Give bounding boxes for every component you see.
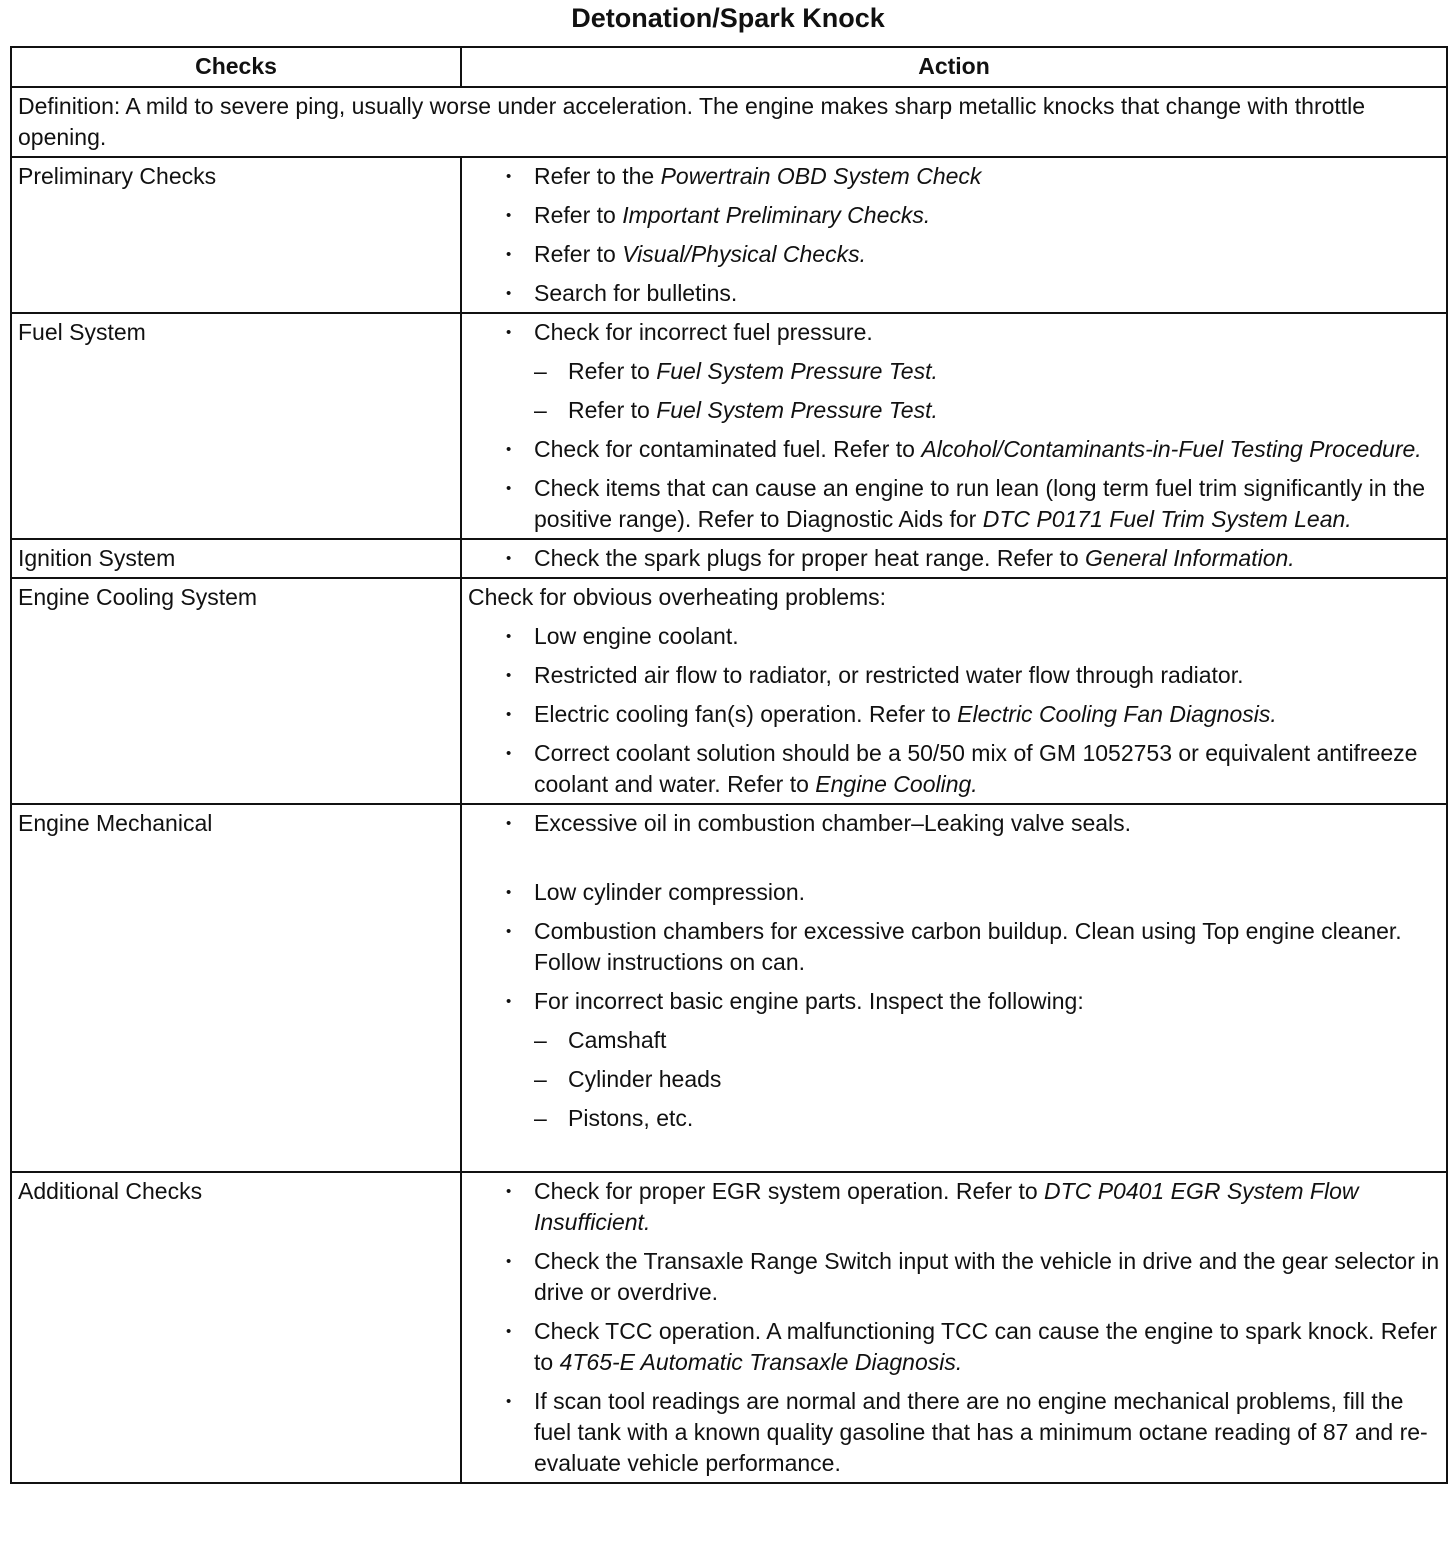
item-text: Check TCC operation. A malfunctioning TCC can cause the engine to spark knock. Refer to [534,1318,1438,1375]
reference-link: Fuel System Pressure Test. [656,358,938,384]
item-text: Excessive oil in combustion chamber–Leaking valve seals. [534,810,1132,836]
list-item [468,1246,1440,1308]
check-label: Engine Cooling System [11,578,461,804]
item-text: Pistons, etc. [568,1105,694,1131]
list-item [468,1386,1440,1479]
page-title: Detonation/Spark Knock [571,3,885,33]
list-item [468,278,1440,309]
item-text: Check for contaminated fuel. Refer to [534,436,922,462]
table-row-ignition [11,539,1447,578]
table-row-additional [11,1172,1447,1483]
table-row-cooling [11,578,1447,804]
list-item [468,317,1440,426]
action-cell [461,804,1447,1172]
item-text: Check the Transaxle Range Switch input with the vehicle in drive and the gear selector in drive or overdrive. [534,1248,1440,1305]
action-cell [461,313,1447,539]
table-row-fuel [11,313,1447,539]
item-text: For incorrect basic engine parts. Inspect the following: [534,988,1084,1014]
item-text: Check for proper EGR system operation. Refer to [534,1178,1045,1204]
reference-link: Alcohol/Contaminants-in-Fuel Testing Procedure. [921,436,1422,462]
sub-list-item [534,356,1440,387]
list-item [468,473,1440,535]
item-text: Refer to the [534,163,661,189]
list-item [468,699,1440,730]
list-item [468,239,1440,270]
item-text: Check for incorrect fuel pressure. [534,319,873,345]
item-text: Refer to [568,397,657,423]
table-row-preliminary [11,157,1447,313]
item-text: Check the spark plugs for proper heat range. Refer to [534,545,1086,571]
item-text: If scan tool readings are normal and there are no engine mechanical problems, fill the fuel tank with a known quality gasoline that has a minimum octane reading of 87 and re-evaluate vehicle performance. [534,1388,1428,1476]
item-text: Search for bulletins. [534,280,738,306]
list-item [468,738,1440,800]
item-text: Low engine coolant. [534,623,739,649]
reference-link: DTC P0171 Fuel Trim System Lean. [982,506,1352,532]
check-label: Fuel System [11,313,461,539]
reference-link: Powertrain OBD System Check [660,163,982,189]
sub-list-item [534,395,1440,426]
action-header: Action [461,47,1447,87]
checks-header: Checks [11,47,461,87]
reference-link: Engine Cooling. [815,771,978,797]
item-text: Refer to [534,202,623,228]
action-intro: Check for obvious overheating problems: [468,584,887,610]
action-cell [461,539,1447,578]
check-label: Ignition System [11,539,461,578]
list-item [468,1316,1440,1378]
reference-link: Visual/Physical Checks. [622,241,866,267]
item-text: Check items that can cause an engine to run lean (long term fuel trim significantly in the positive range). Refer to Diagnostic Aids for [534,475,1426,532]
table-row-mechanical [11,804,1447,1172]
item-text: Restricted air flow to radiator, or restricted water flow through radiator. [534,662,1244,688]
list-item [468,916,1440,978]
item-text: Refer to [568,358,657,384]
definition-cell: Definition: A mild to severe ping, usually worse under acceleration. The engine makes sharp metallic knocks that change with throttle opening. [11,87,1447,157]
sub-list-item [534,1064,1440,1095]
reference-link: General Information. [1085,545,1295,571]
reference-link: 4T65-E Automatic Transaxle Diagnosis. [559,1349,963,1375]
sub-list-item [534,1025,1440,1056]
list-item [468,161,1440,192]
list-item [468,877,1440,908]
item-text: Refer to [534,241,623,267]
action-cell [461,1172,1447,1483]
list-item [468,808,1440,839]
item-text: Cylinder heads [568,1066,722,1092]
reference-link: Fuel System Pressure Test. [656,397,938,423]
list-item [468,543,1440,574]
list-item [468,1176,1440,1238]
item-text: Camshaft [568,1027,667,1053]
action-cell [461,578,1447,804]
list-item [468,200,1440,231]
check-label: Preliminary Checks [11,157,461,313]
diagnostic-table [10,46,1448,1484]
definition-row [11,87,1447,157]
list-item [468,660,1440,691]
list-item [468,986,1440,1134]
action-cell [461,157,1447,313]
list-item [468,434,1440,465]
item-text: Correct coolant solution should be a 50/50 mix of GM 1052753 or equivalent antifreeze coolant and water. Refer to [534,740,1418,797]
check-label: Additional Checks [11,1172,461,1483]
header-row [11,47,1447,87]
item-text: Low cylinder compression. [534,879,806,905]
list-item [468,621,1440,652]
check-label: Engine Mechanical [11,804,461,1172]
item-text: Electric cooling fan(s) operation. Refer to [534,701,958,727]
item-text: Combustion chambers for excessive carbon buildup. Clean using Top engine cleaner. Follow instructions on can. [534,918,1402,975]
reference-link: DTC P0401 EGR System Flow Insufficient. [534,1178,1359,1235]
reference-link: Electric Cooling Fan Diagnosis. [957,701,1277,727]
reference-link: Important Preliminary Checks. [622,202,931,228]
sub-list-item [534,1103,1440,1134]
